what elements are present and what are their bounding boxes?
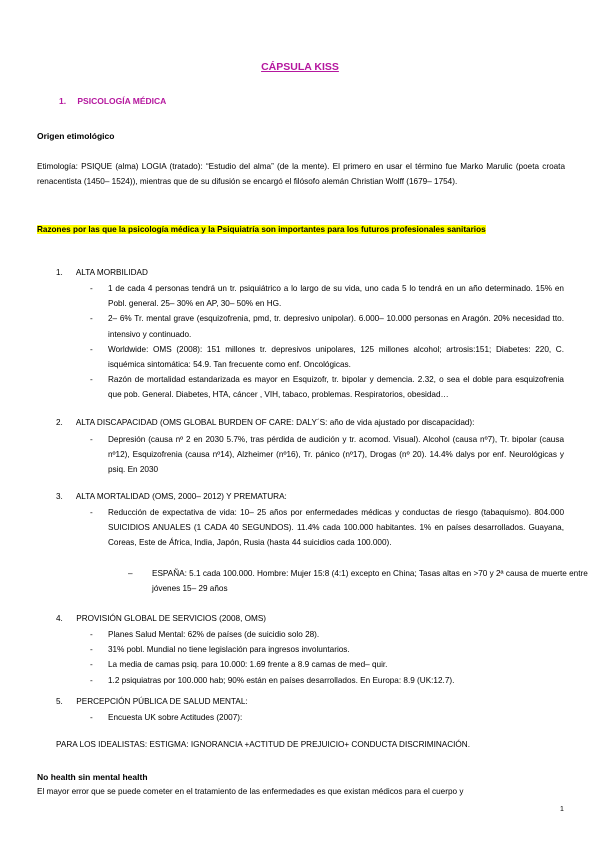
item-title-text: ALTA DISCAPACIDAD (OMS GLOBAL BURDEN OF CARE: DALY´S: año de vida ajustado por discapacidad): [75, 418, 475, 427]
list-item: - 1.2 psiquiatras por 100.000 hab; 90% están en países desarrollados. En Europa: 8.9 (UK:12.7). [90, 675, 455, 685]
bullet-text: Planes Salud Mental: 62% de países (de suicidio solo 28). [108, 630, 320, 639]
document-title: CÁPSULA KISS [261, 61, 339, 73]
bullet-text: 1 de cada 4 personas tendrá un tr. psiquiátrico a lo largo de su vida, uno cada 5 lo tendrá en un año determinado. 15% en Pobl. general. 25– 30% en AP, 30– 50% en HG. [108, 284, 564, 309]
bullet-text: 1.2 psiquiatras por 100.000 hab; 90% están en países desarrollados. En Europa: 8.9 (UK:12.7). [108, 675, 455, 685]
item-1-bullets [90, 281, 564, 403]
bullet-text: Depresión (causa nº 2 en 2030 5.7%, tras pérdida de audición y tr. acomod. Visual). Alcohol (causa nº7), Tr. bipolar (causa nº12), Esquizofrenia (causa nº14), Alzheimer (nº16), Tr. pánico (nº17), Drogas (nº 20). 14.4% dalys por enf. Neurológicas y psiq. En 2030 [108, 435, 564, 475]
item-number: 1. [56, 268, 63, 277]
item-number: 2. [56, 418, 63, 427]
item-4-title [56, 614, 266, 623]
item-1-title [56, 268, 148, 277]
origin-paragraph: Etimología: PSIQUE (alma) LOGIA (tratado): “Estudio del alma” (de la mente). El primero en usar el término fue Marko Marulic (poeta croata renacentista (1450– 1524)), mientras que de su difusión se encargó el filósofo alemán Christian Wolff (1679– 1754). [37, 162, 565, 186]
reasons-heading-text: Razones por las que la psicología médica y la Psiquiatría son importantes para los futuros profesionales sanitarios [37, 225, 486, 234]
item-title-text: PERCEPCIÓN PÚBLICA DE SALUD MENTAL: [76, 697, 248, 706]
reasons-heading [37, 222, 565, 238]
page-number: 1 [560, 806, 564, 813]
idealists-line: PARA LOS IDEALISTAS: ESTIGMA: IGNORANCIA +ACTITUD DE PREJUICIO+ CONDUCTA DISCRIMINACIÓN. [56, 740, 470, 749]
list-item: - Planes Salud Mental: 62% de países (de suicidio solo 28). [90, 630, 320, 639]
list-item: - La media de camas psiq. para 10.000: 1.69 frente a 8.9 camas de med– quir. [90, 660, 388, 670]
item-5-title [56, 697, 248, 706]
item-3-title [56, 492, 287, 501]
item-5-bullets [90, 710, 564, 725]
origin-heading: Origen etimológico [37, 131, 115, 141]
bullet-text: Razón de mortalidad estandarizada es mayor en Esquizofr, tr. bipolar y demencia. 2.32, o sea el doble para esquizofrenia que pob. General. Diabetes, HTA, cáncer , VIH, tabaco, problemas. Respiratorios, obesidad… [108, 375, 564, 400]
section-number: 1. [59, 96, 67, 106]
item-number: 4. [56, 614, 63, 623]
item-4-bullets [90, 627, 564, 688]
item-title-text: PROVISIÓN GLOBAL DE SERVICIOS (2008, OMS) [76, 614, 267, 623]
list-item: - Razón de mortalidad estandarizada es mayor en Esquizofr, tr. bipolar y demencia. 2.32, o sea el doble para esquizofrenia que pob. General. Diabetes, HTA, cáncer , VIH, tabaco, problemas. Respiratorios, obesidad… [90, 375, 564, 400]
item-title-text: ALTA MORBILIDAD [75, 268, 148, 277]
item-number: 3. [56, 492, 63, 501]
item-title-text: ALTA MORTALIDAD (OMS, 2000– 2012) Y PREMATURA: [75, 492, 287, 501]
bullet-text: Encuesta UK sobre Actitudes (2007): [108, 713, 243, 722]
list-item: - 1 de cada 4 personas tendrá un tr. psiquiátrico a lo largo de su vida, uno cada 5 lo tendrá en un año determinado. 15% en Pobl. general. 25– 30% en AP, 30– 50% en HG. [90, 284, 564, 309]
item-3-bullets [90, 505, 564, 551]
list-item: - Encuesta UK sobre Actitudes (2007): [90, 713, 243, 722]
list-item: - 2– 6% Tr. mental grave (esquizofrenia, pmd, tr. depresivo unipolar). 6.000– 10.000 personas en Aragón. 20% necesidad tto. intensivo y continuado. [90, 314, 564, 339]
item-3-sub-bullet [128, 566, 588, 596]
bullet-text: 31% pobl. Mundial no tiene legislación para ingresos involuntarios. [108, 645, 350, 655]
dash-icon: – [128, 569, 133, 578]
sub-bullet-text: ESPAÑA: 5.1 cada 100.000. Hombre: Mujer 15:8 (4:1) excepto en China; Tasas altas en >70 y 2ª causa de muerte entre jóvenes 15– 29 años [152, 569, 588, 593]
bullet-text: Reducción de expectativa de vida: 10– 25 años por enfermedades médicas y conductas de riesgo (tabaquismo). 804.000 SUICIDIOS ANUALES (1 CADA 40 SEGUNDOS). 11.4% cada 100.000 habitantes. 1% en países desarrollados. Guayana, Coreas, Este de África, India, Japón, Rusia (hasta 44 suicidios cada 100.000). [108, 508, 564, 548]
last-line: El mayor error que se puede cometer en el tratamiento de las enfermedades es que existan médicos para el cuerpo y [37, 787, 464, 796]
section-heading [59, 96, 166, 106]
section-label: PSICOLOGÍA MÉDICA [77, 96, 167, 106]
bullet-text: 2– 6% Tr. mental grave (esquizofrenia, pmd, tr. depresivo unipolar). 6.000– 10.000 personas en Aragón. 20% necesidad tto. intensivo y continuado. [108, 314, 564, 339]
bullet-text: La media de camas psiq. para 10.000: 1.69 frente a 8.9 camas de med– quir. [108, 660, 388, 670]
list-item: - 31% pobl. Mundial no tiene legislación para ingresos involuntarios. [90, 645, 350, 655]
item-number: 5. [56, 697, 63, 706]
item-2-bullets [90, 432, 564, 478]
bullet-text: Worldwide: OMS (2008): 151 millones tr. depresivos unipolares, 125 millones alcohol; artrosis:151; Diabetes: 220, C. isquémica sintomática: 54.9. Tan frecuente como enf. Oncológicas. [108, 344, 564, 370]
list-item: - Depresión (causa nº 2 en 2030 5.7%, tras pérdida de audición y tr. acomod. Visual). Alcohol (causa nº7), Tr. bipolar (causa nº12), Esquizofrenia (causa nº14), Alzheimer (nº16), Tr. pánico (nº17), Drogas (nº 20). 14.4% dalys por enf. Neurológicas y psiq. En 2030 [90, 435, 564, 475]
list-item: - Reducción de expectativa de vida: 10– 25 años por enfermedades médicas y conductas de riesgo (tabaquismo). 804.000 SUICIDIOS ANUALES (1 CADA 40 SEGUNDOS). 11.4% cada 100.000 habitantes. 1% en países desarrollados. Guayana, Coreas, Este de África, India, Japón, Rusia (hasta 44 suicidios cada 100.000). [90, 508, 564, 548]
list-item: - Worldwide: OMS (2008): 151 millones tr. depresivos unipolares, 125 millones alcohol; artrosis:151; Diabetes: 220, C. isquémica sintomática: 54.9. Tan frecuente como enf. Oncológicas. [90, 344, 564, 370]
item-2-title [56, 418, 474, 427]
no-health-heading: No health sin mental health [37, 772, 148, 782]
